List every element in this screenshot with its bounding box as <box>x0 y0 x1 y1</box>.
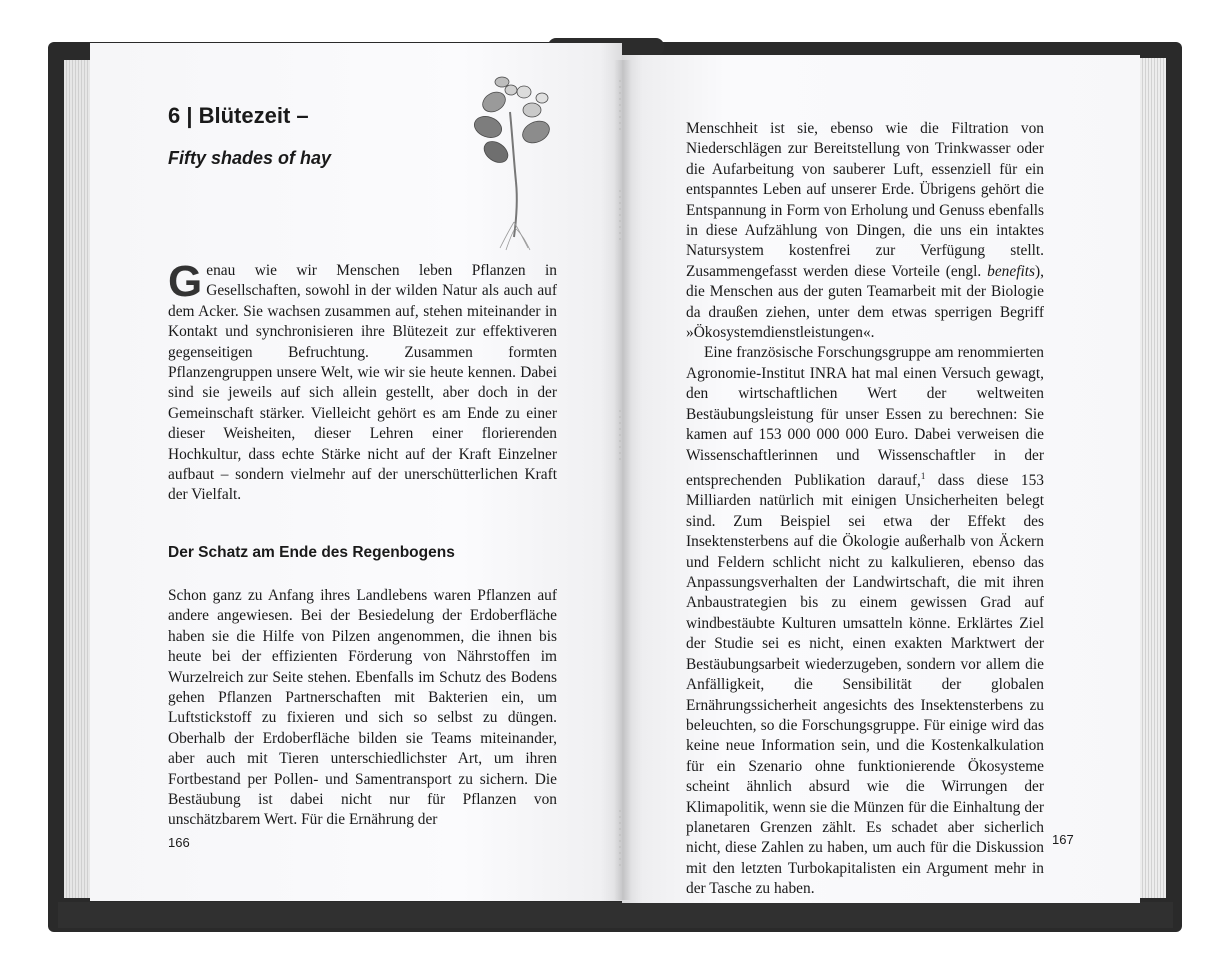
page-number-left: 166 <box>168 835 190 850</box>
right-paragraph-1 <box>686 119 1044 343</box>
section-heading: Der Schatz am Ende des Regenbogens <box>168 544 455 561</box>
chapter-subtitle: Fifty shades of hay <box>168 148 332 168</box>
right-paragraph-2-text-b: dass diese 153 Milliarden natürlich mit einigen Unsicherheiten belegt sind. Zum Beispiel sei etwa der Effekt des Insektensterbens auf die Ökologie außerhalb von Äckern und Feldern schlicht nicht zu kalkulieren, ebenso das Anpassungsverhalten der Landwirtschaft, die mit ihren Anbaustrategien bis zu einem gewissen Grad auf windbestäubte Kulturen umsatteln könne. Erklärtes Ziel der Studie sei es nicht, einen exakten Marktwert der Bestäubungsarbeit wiederzugeben, sondern vor allem die Anfälligkeit, die Sensibilität der globalen Ernährungssicherheit angesichts des Insektensterbens zu beleuchten, so die Forschungsgruppe. Für einige wird das keine neue Information sein, und die Kostenkalkulation für ein Szenario ohne funktionierende Ökosysteme scheint ähnlich absurd wie die Wirrungen der Klimapolitik, wenn sie die Münzen für die Einhaltung der planetaren Grenzen zählt. Es schadet aber sicherlich nicht, diese Zahlen zu haben, um auch für die Diskussion mit den letzten Turbokapitalisten ein Argument mehr in der Tasche zu haben. <box>686 472 1044 898</box>
drop-cap: G <box>168 257 203 306</box>
right-page-text <box>686 119 1044 900</box>
right-paragraph-1-text-a: Menschheit ist sie, ebenso wie die Filtration von Niederschlägen zur Bereitstellung von Trinkwasser oder die Aufarbeitung von sauberer Luft, essenziell für ein entspanntes Leben auf unserer Erde. Übrigens gehört die Entspannung in Form von Erholung und Genuss ebenfalls in diese Aufzählung von Dingen, die uns ein intaktes Natursystem kostenfrei zur Verfügung stellt. Zusammengefasst werden diese Vorteile (engl. <box>686 120 1044 280</box>
book-cover-bottom <box>58 902 1173 928</box>
chapter-intro-paragraph <box>168 257 557 506</box>
plant-illustration <box>466 72 566 252</box>
right-paragraph-1-text-b: ), die Menschen aus der guten Teamarbeit mit der Biologie da draußen ziehen, unter dem etwas sperrigen Begriff »Ökosystemdienstleistungen«. <box>686 262 1044 342</box>
footnote-marker: 1 <box>920 470 926 481</box>
intro-text: enau wie wir Menschen leben Pflanzen in Gesellschaften, sowohl in der wilden Natur als auch auf dem Acker. Sie wachsen zusammen auf, stehen miteinander in Kontakt und synchronisieren ihre Blütezeit zur effektiveren gegenseitigen Befruchtung. Zusammen formten Pflanzengruppen unsere Welt, wie wir sie heute kennen. Dabei sind sie jeweils auf sich allein gestellt, aber doch in der Gemeinschaft stärker. Vielleicht gehört es am Ende zu einer dieser Weisheiten, dieser Lehren einer florierenden Hochkultur, dass echte Stärke nicht auf der Kraft Einzelner aufbaut – sondern vielmehr auf der unerschütterlichen Kraft der Vielfalt. <box>168 262 557 504</box>
right-paragraph-2 <box>686 343 1044 899</box>
right-paragraph-1-italic: benefits <box>987 262 1036 280</box>
page-number-right: 167 <box>1052 832 1074 847</box>
binding-stitches <box>616 70 624 890</box>
section-paragraph: Schon ganz zu Anfang ihres Landlebens waren Pflanzen auf andere angewiesen. Bei der Besiedelung der Erdoberfläche haben sie die Hilfe von Pilzen angenommen, die ihnen bis heute bei der effizienten Förderung von Nährstoffen im Wurzelreich zur Seite stehen. Ebenfalls im Schutz des Bodens gehen Pflanzen Partnerschaften mit Bakterien ein, um Luftstickstoff zu fixieren und sich so selbst zu düngen. Oberhalb der Erdoberfläche bilden sie Teams miteinander, aber auch mit Tieren unterschiedlichster Art, um ihren Fortbestand per Pollen- und Samentransport zu sichern. Die Bestäubung ist dabei nicht nur für Pflanzen von unschätzbarem Wert. Für die Ernährung der <box>168 587 557 829</box>
right-paragraph-2-text-a: Eine französische Forschungsgruppe am renommierten Agronomie-Institut INRA hat mal einen Versuch gewagt, den wirtschaftlichen Wert der weltweiten Bestäubungsleistung für unser Essen zu berechnen: Sie kamen auf 153 000 000 000 Euro. Dabei verweisen die Wissenschaftlerinnen und Wissenschaftler in der entsprechenden Publikation darauf, <box>686 344 1044 490</box>
chapter-title: 6 | Blütezeit – <box>168 103 309 128</box>
